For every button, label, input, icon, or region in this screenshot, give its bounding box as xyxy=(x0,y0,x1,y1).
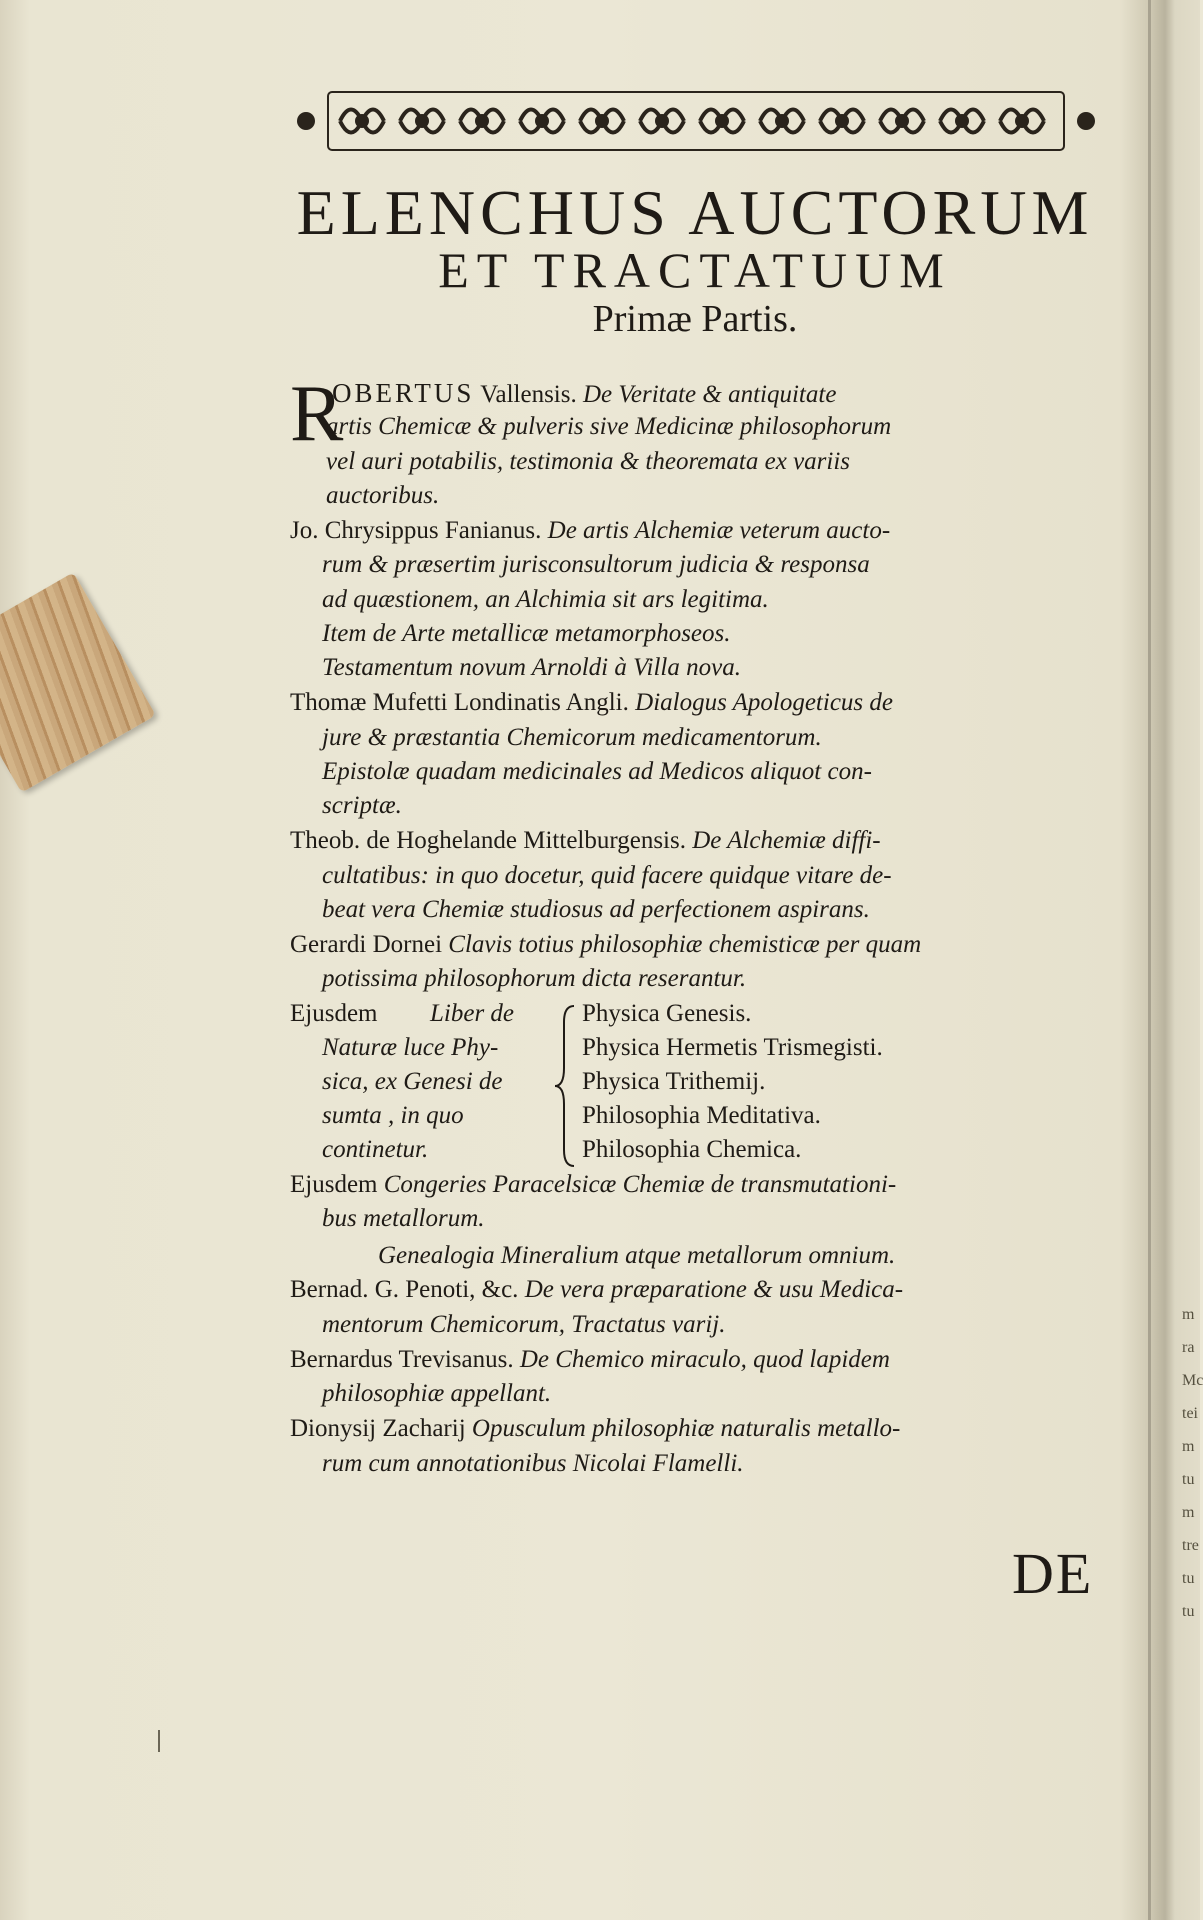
entry-text-line: sica, ex Genesi de xyxy=(322,1068,503,1095)
entry-text-line: potissima philosophorum dicta reserantur. xyxy=(322,965,747,992)
margin-fragment: m xyxy=(1182,1504,1195,1521)
entry-text-line: artis Chemicæ & pulveris sive Medicinæ philosophorum xyxy=(326,413,892,440)
ornament-dot xyxy=(477,116,487,126)
ornament-dot xyxy=(1017,116,1027,126)
title-line-2: ET TRACTATUUM xyxy=(438,242,952,298)
entry-author: Bernardus Trevisanus. xyxy=(290,1346,514,1373)
entry-author: Theob. de Hoghelande Mittelburgensis. xyxy=(290,827,686,854)
ornament-dot xyxy=(657,116,667,126)
brace-subitem: Physica Hermetis Trismegisti. xyxy=(582,1034,883,1061)
entry-author: Bernad. G. Penoti, &c. xyxy=(290,1276,519,1303)
book-gutter xyxy=(1148,0,1151,1920)
entry-text-line: De Chemico miraculo, quod lapidem xyxy=(519,1346,890,1373)
entry-author: Vallensis. xyxy=(474,381,577,408)
title-line-3: Primæ Partis. xyxy=(592,298,798,340)
entry-text-line: Dialogus Apologeticus de xyxy=(635,689,893,716)
entry-text-line: jure & præstantia Chemicorum medicamentorum. xyxy=(322,724,822,751)
entry-text-line: sumta , in quo xyxy=(322,1102,464,1129)
margin-fragment: tu xyxy=(1182,1471,1195,1488)
margin-fragment: m xyxy=(1182,1438,1195,1455)
brace-subitem: Philosophia Chemica. xyxy=(582,1136,802,1163)
ornament-dot xyxy=(957,116,967,126)
entry-text-line: Opusculum philosophiæ naturalis metallo- xyxy=(471,1415,901,1442)
entry-text-line: scriptæ. xyxy=(322,792,402,819)
entry-text-line: De vera præparatione & usu Medica- xyxy=(524,1276,904,1303)
entry-text-line: Testamentum novum Arnoldi à Villa nova. xyxy=(322,654,741,681)
ornament-dot xyxy=(357,116,367,126)
entry-author: Jo. Chrysippus Fanianus. xyxy=(290,517,542,544)
entry-author: Thomæ Mufetti Londinatis Angli. xyxy=(290,689,629,716)
ornament-dot xyxy=(897,116,907,126)
entry-author: Ejusdem xyxy=(290,1171,378,1198)
ornament-dot xyxy=(417,116,427,126)
entry-text-line: De Veritate & antiquitate xyxy=(582,381,837,408)
entry-text-line: ad quæstionem, an Alchimia sit ars legitima. xyxy=(322,586,769,613)
entry-text-line: bus metallorum. xyxy=(322,1205,485,1232)
drop-cap: R xyxy=(290,370,344,458)
margin-fragment: tei xyxy=(1182,1405,1198,1422)
entry-author: Ejusdem xyxy=(290,1000,378,1027)
entry-text-line: continetur. xyxy=(322,1136,429,1163)
ornament-dot xyxy=(537,116,547,126)
entry-author: Dionysij Zacharij xyxy=(290,1415,466,1442)
brace-subitem: Physica Trithemij. xyxy=(582,1068,766,1095)
margin-fragment: tu xyxy=(1182,1570,1195,1587)
entry-text-line: rum cum annotationibus Nicolai Flamelli. xyxy=(322,1450,744,1477)
entry-text-line: beat vera Chemiæ studiosus ad perfectionem aspirans. xyxy=(322,896,870,923)
margin-fragment: ra xyxy=(1182,1339,1195,1356)
title-line-1: ELENCHUS AUCTORUM xyxy=(296,177,1094,248)
entry-text-line: mentorum Chemicorum, Tractatus varij. xyxy=(322,1311,726,1338)
brace-symbol xyxy=(552,1002,578,1170)
entry-text-line: Epistolæ quadam medicinales ad Medicos aliquot con- xyxy=(322,758,872,785)
entry-text-line: Naturæ luce Phy- xyxy=(322,1034,499,1061)
margin-fragment: Mc xyxy=(1182,1372,1203,1389)
entry-text-line: Liber de xyxy=(430,1000,515,1027)
entry-text-line: Genealogia Mineralium atque metallorum omnium. xyxy=(378,1242,896,1269)
entry-text-line: Congeries Paracelsicæ Chemiæ de transmutationi- xyxy=(383,1171,897,1198)
entry-text-line: cultatibus: in quo docetur, quid facere quidque vitare de- xyxy=(322,862,892,889)
entry-text-line: rum & præsertim jurisconsultorum judicia & responsa xyxy=(322,551,870,578)
ornament-dot xyxy=(837,116,847,126)
ornament-dot xyxy=(717,116,727,126)
ornament-dot xyxy=(597,116,607,126)
ornamental-headpiece xyxy=(292,86,1100,156)
entry-author-caps: OBERTUS xyxy=(332,378,475,408)
brace-subitem: Physica Genesis. xyxy=(582,1000,752,1027)
brace-subitem: Philosophia Meditativa. xyxy=(582,1102,821,1129)
entry-author: Gerardi Dornei xyxy=(290,931,443,958)
ornament-dot xyxy=(777,116,787,126)
entry-text-line: vel auri potabilis, testimonia & theoremata ex variis xyxy=(326,448,851,475)
margin-fragment: tre xyxy=(1182,1537,1199,1554)
entry-text-line: auctoribus. xyxy=(326,482,440,509)
entry-text-line: De artis Alchemiæ veterum aucto- xyxy=(547,517,891,544)
catchword: DE xyxy=(1012,1541,1094,1606)
entry-text-line: Item de Arte metallicæ metamorphoseos. xyxy=(322,620,731,647)
stray-mark xyxy=(158,1730,160,1752)
entry-text-line: De Alchemiæ diffi- xyxy=(692,827,881,854)
margin-fragment: m xyxy=(1182,1306,1195,1323)
margin-fragment: tu xyxy=(1182,1603,1195,1620)
entry-text-line: Clavis totius philosophiæ chemisticæ per quam xyxy=(448,931,922,958)
entry-text-line: philosophiæ appellant. xyxy=(322,1380,552,1407)
